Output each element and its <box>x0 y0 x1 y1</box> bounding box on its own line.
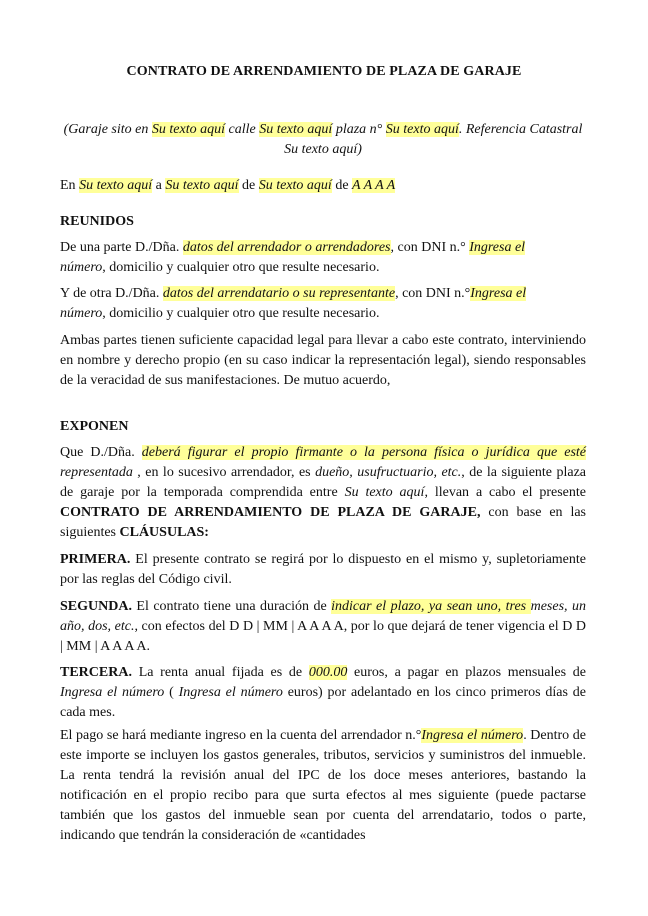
fill-field-account-number[interactable]: Ingresa el número <box>421 728 524 743</box>
fill-field-duration[interactable]: indicar el plazo, ya sean uno, tres <box>331 599 531 614</box>
exponen-paragraph: Que D./Dña. deberá figurar el propio firmante o la persona física o jurídica que esté representada , en lo sucesivo arrendador, es dueño, usufructuario, etc., de la siguiente plaza de garaje por la temporada comprendida entre Su texto aquí, llevan a cabo el presente CONTRATO DE ARRENDAMIENTO DE PLAZA DE GARAJE, con base en las siguientes CLÁUSULAS: <box>60 445 587 540</box>
fill-field-duration-cont[interactable]: meses, un año, dos, etc. <box>60 599 586 634</box>
party-tenant-paragraph: Y de otra D./Dña. datos del arrendatario o su representante, con DNI n.°Ingresa el número, domicilio y cualquier otro que resulte necesario. <box>60 286 527 321</box>
fill-field-annual-rent[interactable]: 000.00 <box>308 665 348 680</box>
party-landlord-paragraph: De una parte D./Dña. datos del arrendador o arrendadores, con DNI n.° Ingresa el número, domicilio y cualquier otro que resulte necesario. <box>60 240 526 275</box>
fill-field-tenant-dni[interactable]: Ingresa el <box>470 286 527 301</box>
fill-field-month[interactable]: Su texto aquí <box>258 178 332 193</box>
fill-field-signatory[interactable]: deberá figurar el propio firmante o la persona física o jurídica que esté <box>141 445 586 460</box>
garage-location-line: (Garaje sito en Su texto aquí calle Su texto aquí plaza n° Su texto aquí. Referencia Catastral Su texto aquí) <box>63 122 583 157</box>
fill-field-signatory-cont[interactable]: representada <box>60 465 133 480</box>
fill-field-monthly-rent[interactable]: Ingresa el número <box>60 685 165 700</box>
fill-field-landlord-data[interactable]: datos del arrendador o arrendadores <box>182 240 391 255</box>
fill-field-city[interactable]: Su texto aquí <box>79 178 153 193</box>
fill-field-garage-location[interactable]: Su texto aquí <box>151 122 225 137</box>
clause-primera: PRIMERA. El presente contrato se regirá por lo dispuesto en el mismo y, supletoriamente por las reglas del Código civil. <box>60 552 586 587</box>
fill-field-tenant-data[interactable]: datos del arrendatario o su representante <box>162 286 396 301</box>
capacity-paragraph: Ambas partes tienen suficiente capacidad legal para llevar a cabo este contrato, interviniendo en nombre y derecho propio (en su caso indicar la representación legal), siendo responsables de la veracidad de sus manifestaciones. De mutuo acuerdo, <box>60 333 586 388</box>
clause-tercera: TERCERA. La renta anual fijada es de 000.00 euros, a pagar en plazos mensuales de Ingresa el número ( Ingresa el número euros) por adelantado en los cinco primeros días de cada mes. <box>60 665 587 720</box>
document-title: CONTRATO DE ARRENDAMIENTO DE PLAZA DE GARAJE <box>126 64 522 79</box>
clause-segunda: SEGUNDA. El contrato tiene una duración de indicar el plazo, ya sean uno, tres meses, un año, dos, etc., con efectos del D D | MM | A A A A, por lo que dejará de tener vigencia el D D | MM | A A A A. <box>60 599 586 654</box>
fill-field-street[interactable]: Su texto aquí <box>259 122 333 137</box>
fill-field-season[interactable]: Su texto aquí <box>344 485 425 500</box>
fill-field-monthly-rent-words[interactable]: Ingresa el número <box>178 685 283 700</box>
fill-field-tenant-dni-cont[interactable]: número <box>60 306 103 321</box>
section-heading-exponen: EXPONEN <box>60 419 129 434</box>
fill-field-day[interactable]: Su texto aquí <box>165 178 239 193</box>
fill-field-space-number[interactable]: Su texto aquí <box>385 122 459 137</box>
fill-field-landlord-dni[interactable]: Ingresa el <box>469 240 526 255</box>
section-heading-reunidos: REUNIDOS <box>60 214 134 229</box>
place-date-line: En Su texto aquí a Su texto aquí de Su texto aquí de A A A A <box>60 178 396 193</box>
fill-field-year[interactable]: A A A A <box>352 178 396 193</box>
payment-paragraph: El pago se hará mediante ingreso en la cuenta del arrendador n.°Ingresa el número. Dentro de este importe se incluyen los gastos generales, tributos, servicios y suministros del inmueble. La renta tendrá la revisión anual del IPC de los doce meses anteriores, bastando la notificación en el propio recibo para que surta efectos al mes siguiente (puede pactarse también que los gastos del inmueble sean por cuenta del arrendatario, todos o parte, indicando que tendrán la consideración de «cantidades <box>60 728 587 843</box>
fill-field-landlord-dni-cont[interactable]: número <box>60 260 103 275</box>
